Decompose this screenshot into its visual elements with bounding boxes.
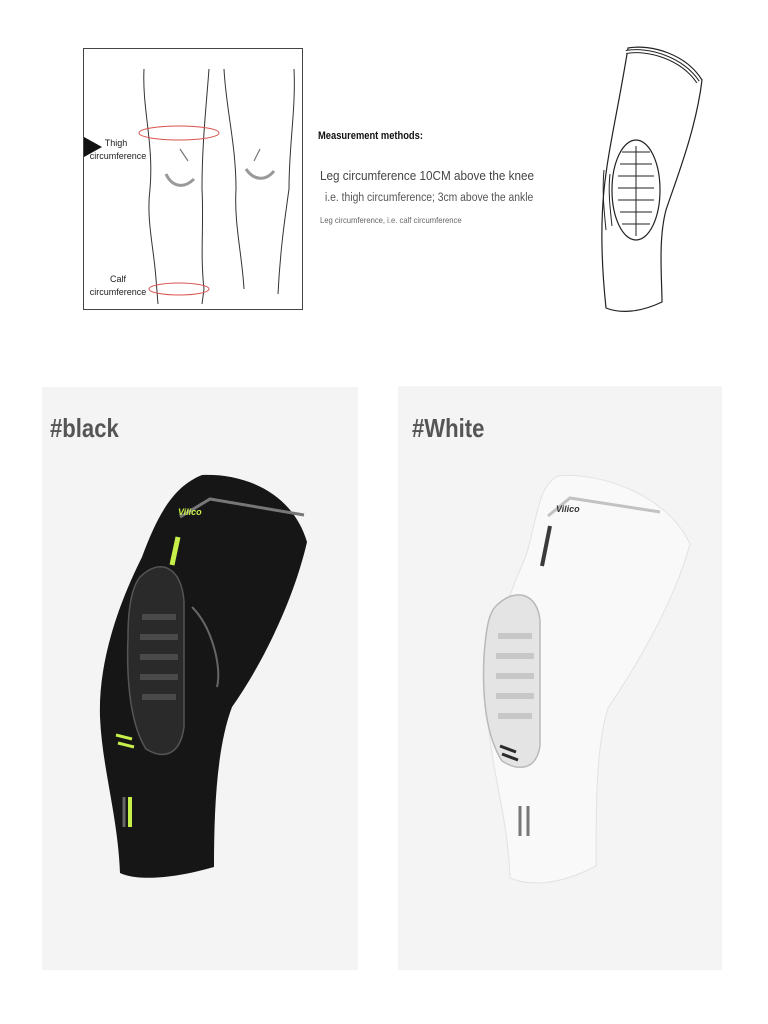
panel-title-black: #black bbox=[50, 413, 119, 443]
knee-sleeve-sketch bbox=[596, 40, 708, 316]
legs-illustration bbox=[84, 49, 304, 311]
measurement-heading: Measurement methods: bbox=[318, 130, 423, 142]
product-panel-black bbox=[42, 387, 358, 970]
black-brand-logo: Vilico bbox=[178, 507, 202, 517]
black-knee-sleeve-image bbox=[42, 387, 358, 970]
calf-label-2: circumference bbox=[89, 287, 147, 297]
calf-label-1: Calf bbox=[109, 274, 126, 284]
panel-title-white: #White bbox=[412, 413, 485, 443]
measurement-line-1: Leg circumference 10CM above the knee bbox=[320, 168, 534, 183]
measurement-line-2: i.e. thigh circumference; 3cm above the ankle bbox=[325, 192, 534, 204]
measurement-line-3: Leg circumference, i.e. calf circumference bbox=[320, 215, 462, 225]
white-brand-logo: Vilico bbox=[556, 504, 580, 514]
product-panel-white bbox=[398, 386, 722, 970]
white-knee-sleeve-image bbox=[398, 386, 722, 970]
thigh-label-1: Thigh bbox=[104, 138, 128, 148]
thigh-label-2: circumference bbox=[89, 151, 147, 161]
leg-measurement-diagram bbox=[83, 48, 303, 310]
